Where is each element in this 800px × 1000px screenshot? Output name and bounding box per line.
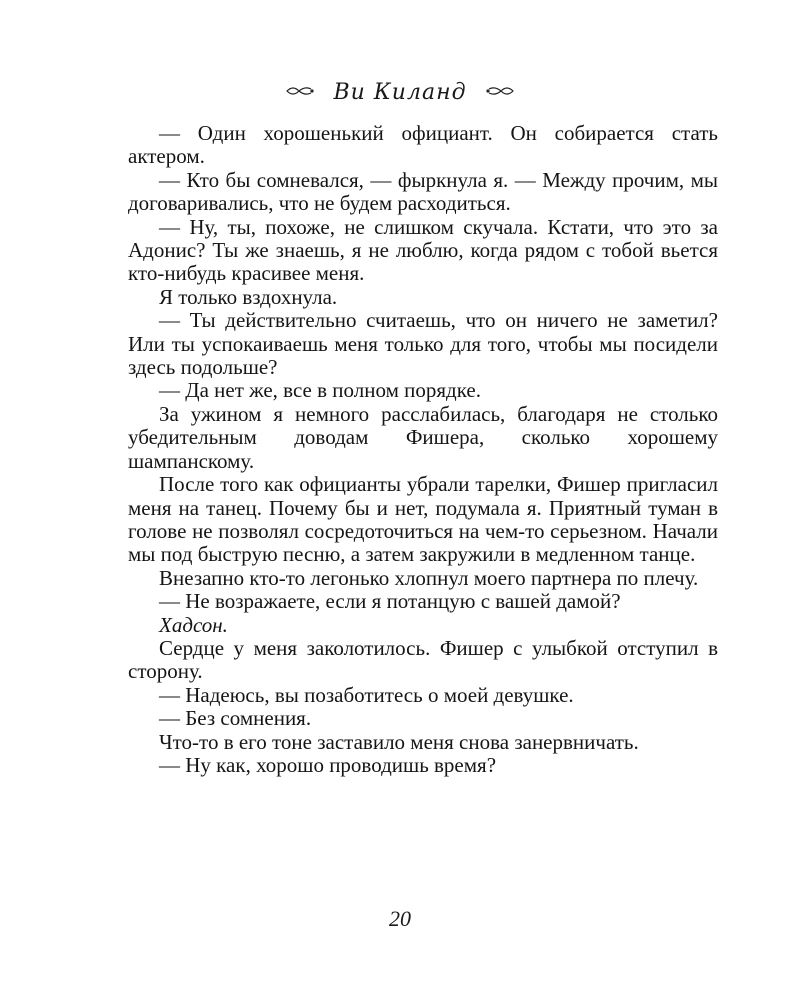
author-name: Ви Киланд <box>333 80 467 105</box>
running-head <box>0 78 800 108</box>
paragraph: — Да нет же, все в полном порядке. <box>159 378 481 403</box>
paragraph: Я только вздохнула. <box>159 284 338 309</box>
paragraph-italic-name: Хадсон. <box>159 612 228 637</box>
paragraph: — Ну как, хорошо проводишь время? <box>159 752 497 777</box>
paragraph: После того как официанты убрали тарелки, Фишер пригласил меня на танец. Почему бы и нет, подумала я. Приятный туман в голове не позволял сосредоточиться на чем-то серьезном. Начали мы под быструю песню, а затем закружили в медленном танце. <box>128 472 718 567</box>
right-ornament-icon <box>485 83 515 99</box>
paragraph: — Кто бы сомневался, — фыркнула я. — Между прочим, мы договаривались, что не будем расходиться. <box>128 167 718 216</box>
paragraph: — Надеюсь, вы позаботитесь о моей девушке. <box>159 682 574 707</box>
paragraph: — Ну, ты, похоже, не слишком скучала. Кстати, что это за Адонис? Ты же знаешь, я не люблю, когда рядом с тобой вьется кто-нибудь красивее меня. <box>128 214 718 286</box>
left-ornament-icon <box>285 83 315 99</box>
paragraph: — Ты действительно считаешь, что он ничего не заметил? Или ты успокаиваешь меня только для того, чтобы мы посидели здесь подольше? <box>128 308 718 380</box>
paragraph: Что-то в его тоне заставило меня снова занервничать. <box>159 729 639 754</box>
body-text <box>128 122 718 777</box>
paragraph: — Без сомнения. <box>159 706 312 731</box>
paragraph: Сердце у меня заколотилось. Фишер с улыбкой отступил в сторону. <box>128 635 718 684</box>
paragraph: За ужином я немного расслабилась, благодаря не столько убедительным доводам Фишера, сколько хорошему шампанскому. <box>128 401 718 473</box>
paragraph: Внезапно кто-то легонько хлопнул моего партнера по плечу. <box>159 565 699 590</box>
page-number: 20 <box>389 906 411 931</box>
paragraph: — Один хорошенький официант. Он собирается стать актером. <box>128 121 718 169</box>
paragraph: — Не возражаете, если я потанцую с вашей дамой? <box>159 589 621 614</box>
